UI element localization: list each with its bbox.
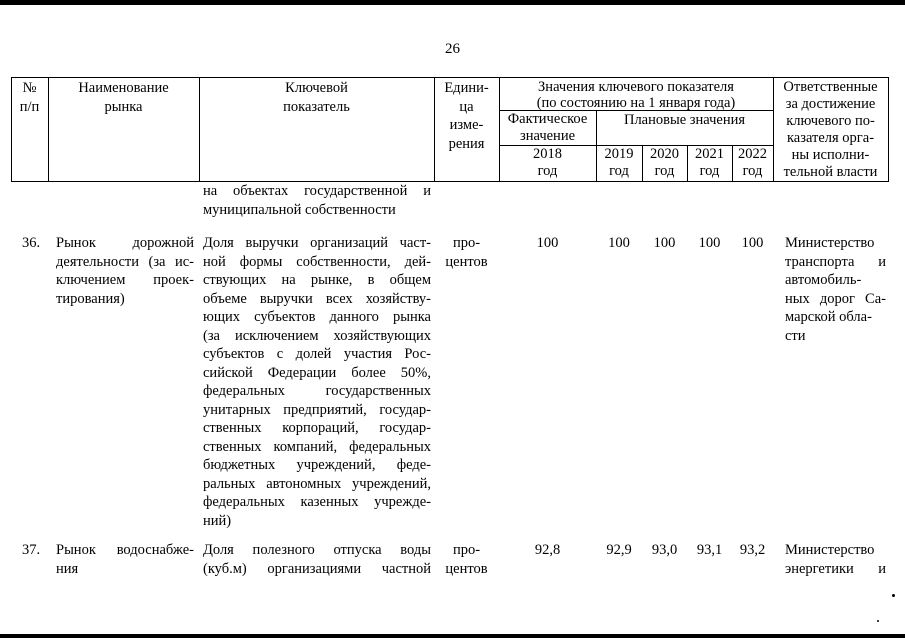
market-name: Рынок дорожной деятельности (за ис- ключением проек- тирования) [56,235,194,307]
continuation-text: на объектах государственной и муниципальной собственности [203,183,431,218]
scan-speck [892,594,895,597]
header-unit: Едини- ца изме- рения [444,80,489,152]
unit-text: про- центов [445,542,488,577]
unit-text: про- центов [445,235,488,270]
header-year-2018: 2018 год [533,146,562,179]
value-2020: 100 [653,235,676,251]
value-2018: 92,8 [534,542,561,558]
value-2022: 93,2 [739,542,766,558]
header-actual: Фактическое значение [507,111,588,144]
header-year-2019: 2019 год [604,146,634,179]
header-no: № п/п [19,80,40,115]
header-market: Наименование рынка [78,80,169,115]
indicator-text: Доля полезного отпуска воды (куб.м) организациями частной [203,542,431,577]
row-number: 37. [22,542,41,558]
value-2019: 100 [608,235,630,251]
value-2021: 93,1 [696,542,723,558]
value-2021: 100 [698,235,721,251]
value-2020: 93,0 [651,542,678,558]
header-year-2022: 2022 год [738,146,767,179]
header-indicator: Ключевой показатель [283,80,350,115]
value-2018: 100 [536,235,559,251]
responsible-body: Министерство транспорта и автомобиль- ных дорог Са- марской обла- сти [785,235,886,344]
market-name: Рынок водоснабже- ния [56,542,194,577]
row-number: 36. [22,235,41,251]
value-2022: 100 [741,235,764,251]
value-2019: 92,9 [606,542,632,558]
bottom-border [0,634,905,638]
header-year-2020: 2020 год [650,146,679,179]
top-border [0,0,905,5]
header-responsible: Ответственные за достижение ключевого по- казателя орга- ны исполни- тельной власти [783,79,878,180]
header-year-2021: 2021 год [695,146,724,179]
page-number: 26 [445,41,460,57]
indicator-text: Доля выручки организаций част- ной формы собственности, дей- ствующих на рынке, в общем объеме выручки всех хозяйству- ющих субъектов данного рынка (за исключением хозяйствующих субъектов с долей участия Рос- сийской Федерации более 50%, федеральных государственных унитарных предприятий, государ- ственных корпораций, государ- ственных компаний, федеральных бюджетных учреждений, феде- ральных автономных учреждений, федеральных казенных учрежде- ний) [203,235,431,529]
responsible-body: Министерство энергетики и [785,542,886,577]
header-planned: Плановые значения [623,112,746,128]
scan-speck [877,620,879,622]
header-values: Значения ключевого показателя (по состоянию на 1 января года) [536,79,736,111]
